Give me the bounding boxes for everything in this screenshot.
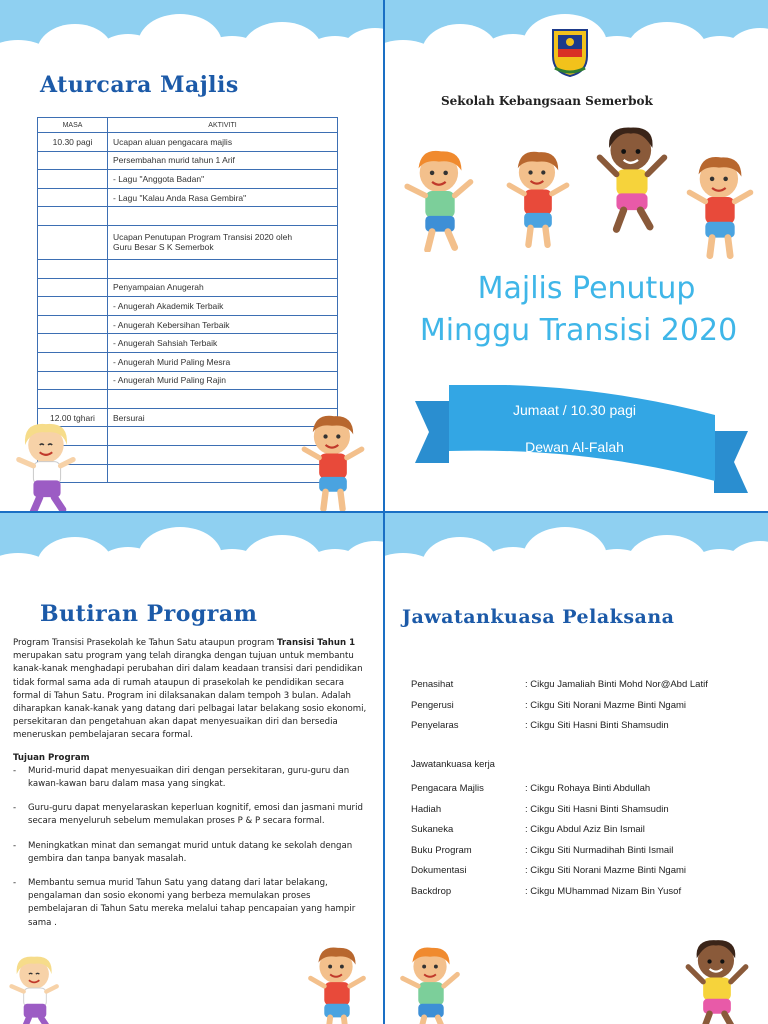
committee-role: Hadiah (411, 803, 442, 815)
program-intro-a: Program Transisi Prasekolah ke Tahun Satu ataupun program (13, 638, 278, 648)
agenda-activity-cell: Penyampaian Anugerah (108, 278, 338, 297)
committee-role: Buku Program (411, 844, 472, 856)
child-red-shirt-illustration (685, 150, 755, 262)
cloud-header (0, 513, 383, 603)
agenda-row (38, 464, 338, 483)
committee-member-name: : Cikgu Rohaya Binti Abdullah (525, 783, 651, 794)
agenda-row (38, 188, 338, 207)
agenda-activity-cell: - Anugerah Akademik Terbaik (108, 297, 338, 316)
agenda-time-cell (38, 259, 108, 278)
committee-member-name: : Cikgu Siti Hasni Binti Shamsudin (525, 720, 669, 731)
school-crest-icon (549, 26, 591, 78)
objectives-list (13, 765, 368, 930)
agenda-row (38, 278, 338, 297)
committee-title: Jawatankuasa Pelaksana (402, 606, 675, 628)
objective-item: - Membantu semua murid Tahun Satu yang datang dari latar belakang, pengalaman dan sosio ekonomi yang berbeza memulakan proses pembelajaran di Tahun Satu mereka melalui tahap pencapaian yang hampir sama . (13, 877, 368, 930)
committee-member-name: : Cikgu Jamaliah Binti Mohd Nor@Abd Latif (525, 679, 708, 690)
agenda-activity-cell: - Anugerah Kebersihan Terbaik (108, 315, 338, 334)
agenda-time-cell (38, 390, 108, 409)
event-venue: Dewan Al-Falah (525, 439, 624, 455)
agenda-time-cell (38, 207, 108, 226)
school-name: Sekolah Kebangsaan Semerbok (441, 94, 653, 108)
agenda-activity-cell (108, 259, 338, 278)
agenda-row (38, 259, 338, 278)
work-committee-heading: Jawatankuasa kerja (411, 759, 495, 770)
agenda-activity-cell: - Lagu "Anggota Badan" (108, 170, 338, 189)
agenda-row (38, 352, 338, 371)
agenda-row (38, 334, 338, 353)
committee-role: Pengacara Majlis (411, 783, 484, 794)
agenda-time-cell (38, 334, 108, 353)
agenda-activity-cell: - Anugerah Murid Paling Mesra (108, 352, 338, 371)
agenda-activity-line: Guru Besar S K Semerbok (113, 242, 214, 253)
committee-member-name: : Cikgu Siti Norani Mazme Binti Ngami (525, 699, 687, 711)
agenda-row (38, 408, 338, 427)
agenda-activity-cell (108, 390, 338, 409)
committee-role: Penyelaras (411, 720, 459, 731)
agenda-activity-cell: Ucapan aluan pengacara majlis (108, 133, 338, 152)
committee-member-name: : Cikgu Siti Nurmadihah Binti Ismail (525, 844, 674, 856)
agenda-row (38, 371, 338, 390)
agenda-activity-cell: - Anugerah Murid Paling Rajin (108, 371, 338, 390)
cover-panel (385, 0, 768, 511)
agenda-time-cell (38, 151, 108, 170)
agenda-time-cell (38, 278, 108, 297)
agenda-time-cell (38, 297, 108, 316)
agenda-time-cell (38, 188, 108, 207)
agenda-row (38, 207, 338, 226)
program-intro-b: merupakan satu program yang telah dirangka dengan tujuan untuk membantu kanak-kanak menghadapi perubahan diri dalam keadaan transisi dari pendidikan tidak formal sama ada di rumah ataupun di prasekolah ke pendidikan secara formal di Tahun Satu. Program ini dilaksanakan dalam tempoh 3 bulan. Adalah diharapkan kanak-kanak yang datang dari pelbagai latar belakang sosio ekonomi, persekitaran dan pengetahuan akan dapat menyesuaikan diri dan bersedia meneruskan pembelajaran secara formal. (13, 651, 367, 741)
committee-role: Dokumentasi (411, 865, 467, 876)
agenda-time-cell (38, 315, 108, 334)
agenda-activity-line: Ucapan Penutupan Program Transisi 2020 oleh (113, 232, 293, 243)
agenda-row (38, 315, 338, 334)
agenda-panel (0, 0, 383, 511)
agenda-activity-cell: Bersurai (108, 408, 338, 427)
program-intro (13, 637, 368, 743)
event-title-line2: Minggu Transisi 2020 (419, 313, 738, 348)
program-description (13, 637, 368, 941)
child-yellow-shirt-illustration (677, 937, 757, 1024)
agenda-activity-cell: Persembahan murid tahun 1 Arif (108, 151, 338, 170)
event-date-time: Jumaat / 10.30 pagi (513, 402, 636, 418)
agenda-header-time: MASA (38, 118, 108, 133)
committee-member-name: : Cikgu Abdul Aziz Bin Ismail (525, 824, 645, 835)
agenda-time-cell (38, 170, 108, 189)
child-red-shirt-illustration (304, 945, 370, 1024)
agenda-row (38, 225, 338, 259)
objective-item: - Meningkatkan minat dan semangat murid untuk datang ke sekolah dengan gembira dan tanpa banyak masalah. (13, 840, 368, 866)
child-blonde-illustration (4, 955, 66, 1024)
agenda-row (38, 445, 338, 464)
agenda-row (38, 297, 338, 316)
committee-member-name: : Cikgu MUhammad Nizam Bin Yusof (525, 885, 682, 897)
agenda-row (38, 427, 338, 446)
event-title-line1: Majlis Penutup (477, 271, 696, 306)
child-orange-hair-illustration (403, 148, 477, 252)
committee-role: Penasihat (411, 679, 454, 690)
cloud-header (385, 513, 768, 603)
committee-role: Sukaneka (411, 824, 454, 835)
agenda-activity-cell: - Anugerah Sahsiah Terbaik (108, 334, 338, 353)
objective-item: - Guru-guru dapat menyelaraskan keperluan kognitif, emosi dan jasmani murid secara menyeluruh sebelum memulakan proses P & P secara formal. (13, 802, 368, 828)
committee-panel (385, 513, 768, 1024)
objectives-heading: Tujuan Program (13, 752, 90, 763)
agenda-time-cell (38, 225, 108, 259)
agenda-table (37, 117, 338, 483)
agenda-title: Aturcara Majlis (40, 72, 239, 98)
program-panel (0, 513, 383, 1024)
child-green-shirt-illustration (505, 138, 571, 258)
committee-member-name: : Cikgu Siti Norani Mazme Binti Ngami (525, 865, 687, 876)
agenda-header-activity: AKTIVITI (108, 118, 338, 133)
child-orange-hair-illustration (395, 945, 467, 1024)
agenda-row (38, 170, 338, 189)
child-yellow-shirt-illustration (591, 124, 673, 234)
agenda-time-cell: 10.30 pagi (38, 133, 108, 152)
child-red-shirt-illustration (300, 410, 366, 511)
committee-member-name: : Cikgu Siti Hasni Binti Shamsudin (525, 803, 669, 815)
agenda-activity-cell: - Lagu "Kalau Anda Rasa Gembira" (108, 188, 338, 207)
program-title: Butiran Program (40, 601, 258, 627)
agenda-row (38, 390, 338, 409)
agenda-activity-cell (108, 225, 338, 259)
objective-item: - Murid-murid dapat menyesuaikan diri dengan persekitaran, guru-guru dan kawan-kawan baru dalam masa yang singkat. (13, 765, 368, 791)
agenda-time-cell: 12.00 tghari (38, 408, 108, 427)
program-intro-bold: Transisi Tahun 1 (277, 638, 356, 648)
committee-role: Backdrop (411, 885, 452, 897)
committee-role: Pengerusi (411, 699, 454, 711)
agenda-row (38, 151, 338, 170)
agenda-time-cell (38, 371, 108, 390)
agenda-row (38, 133, 338, 152)
agenda-activity-cell (108, 207, 338, 226)
child-blonde-illustration (14, 422, 80, 511)
agenda-time-cell (38, 352, 108, 371)
